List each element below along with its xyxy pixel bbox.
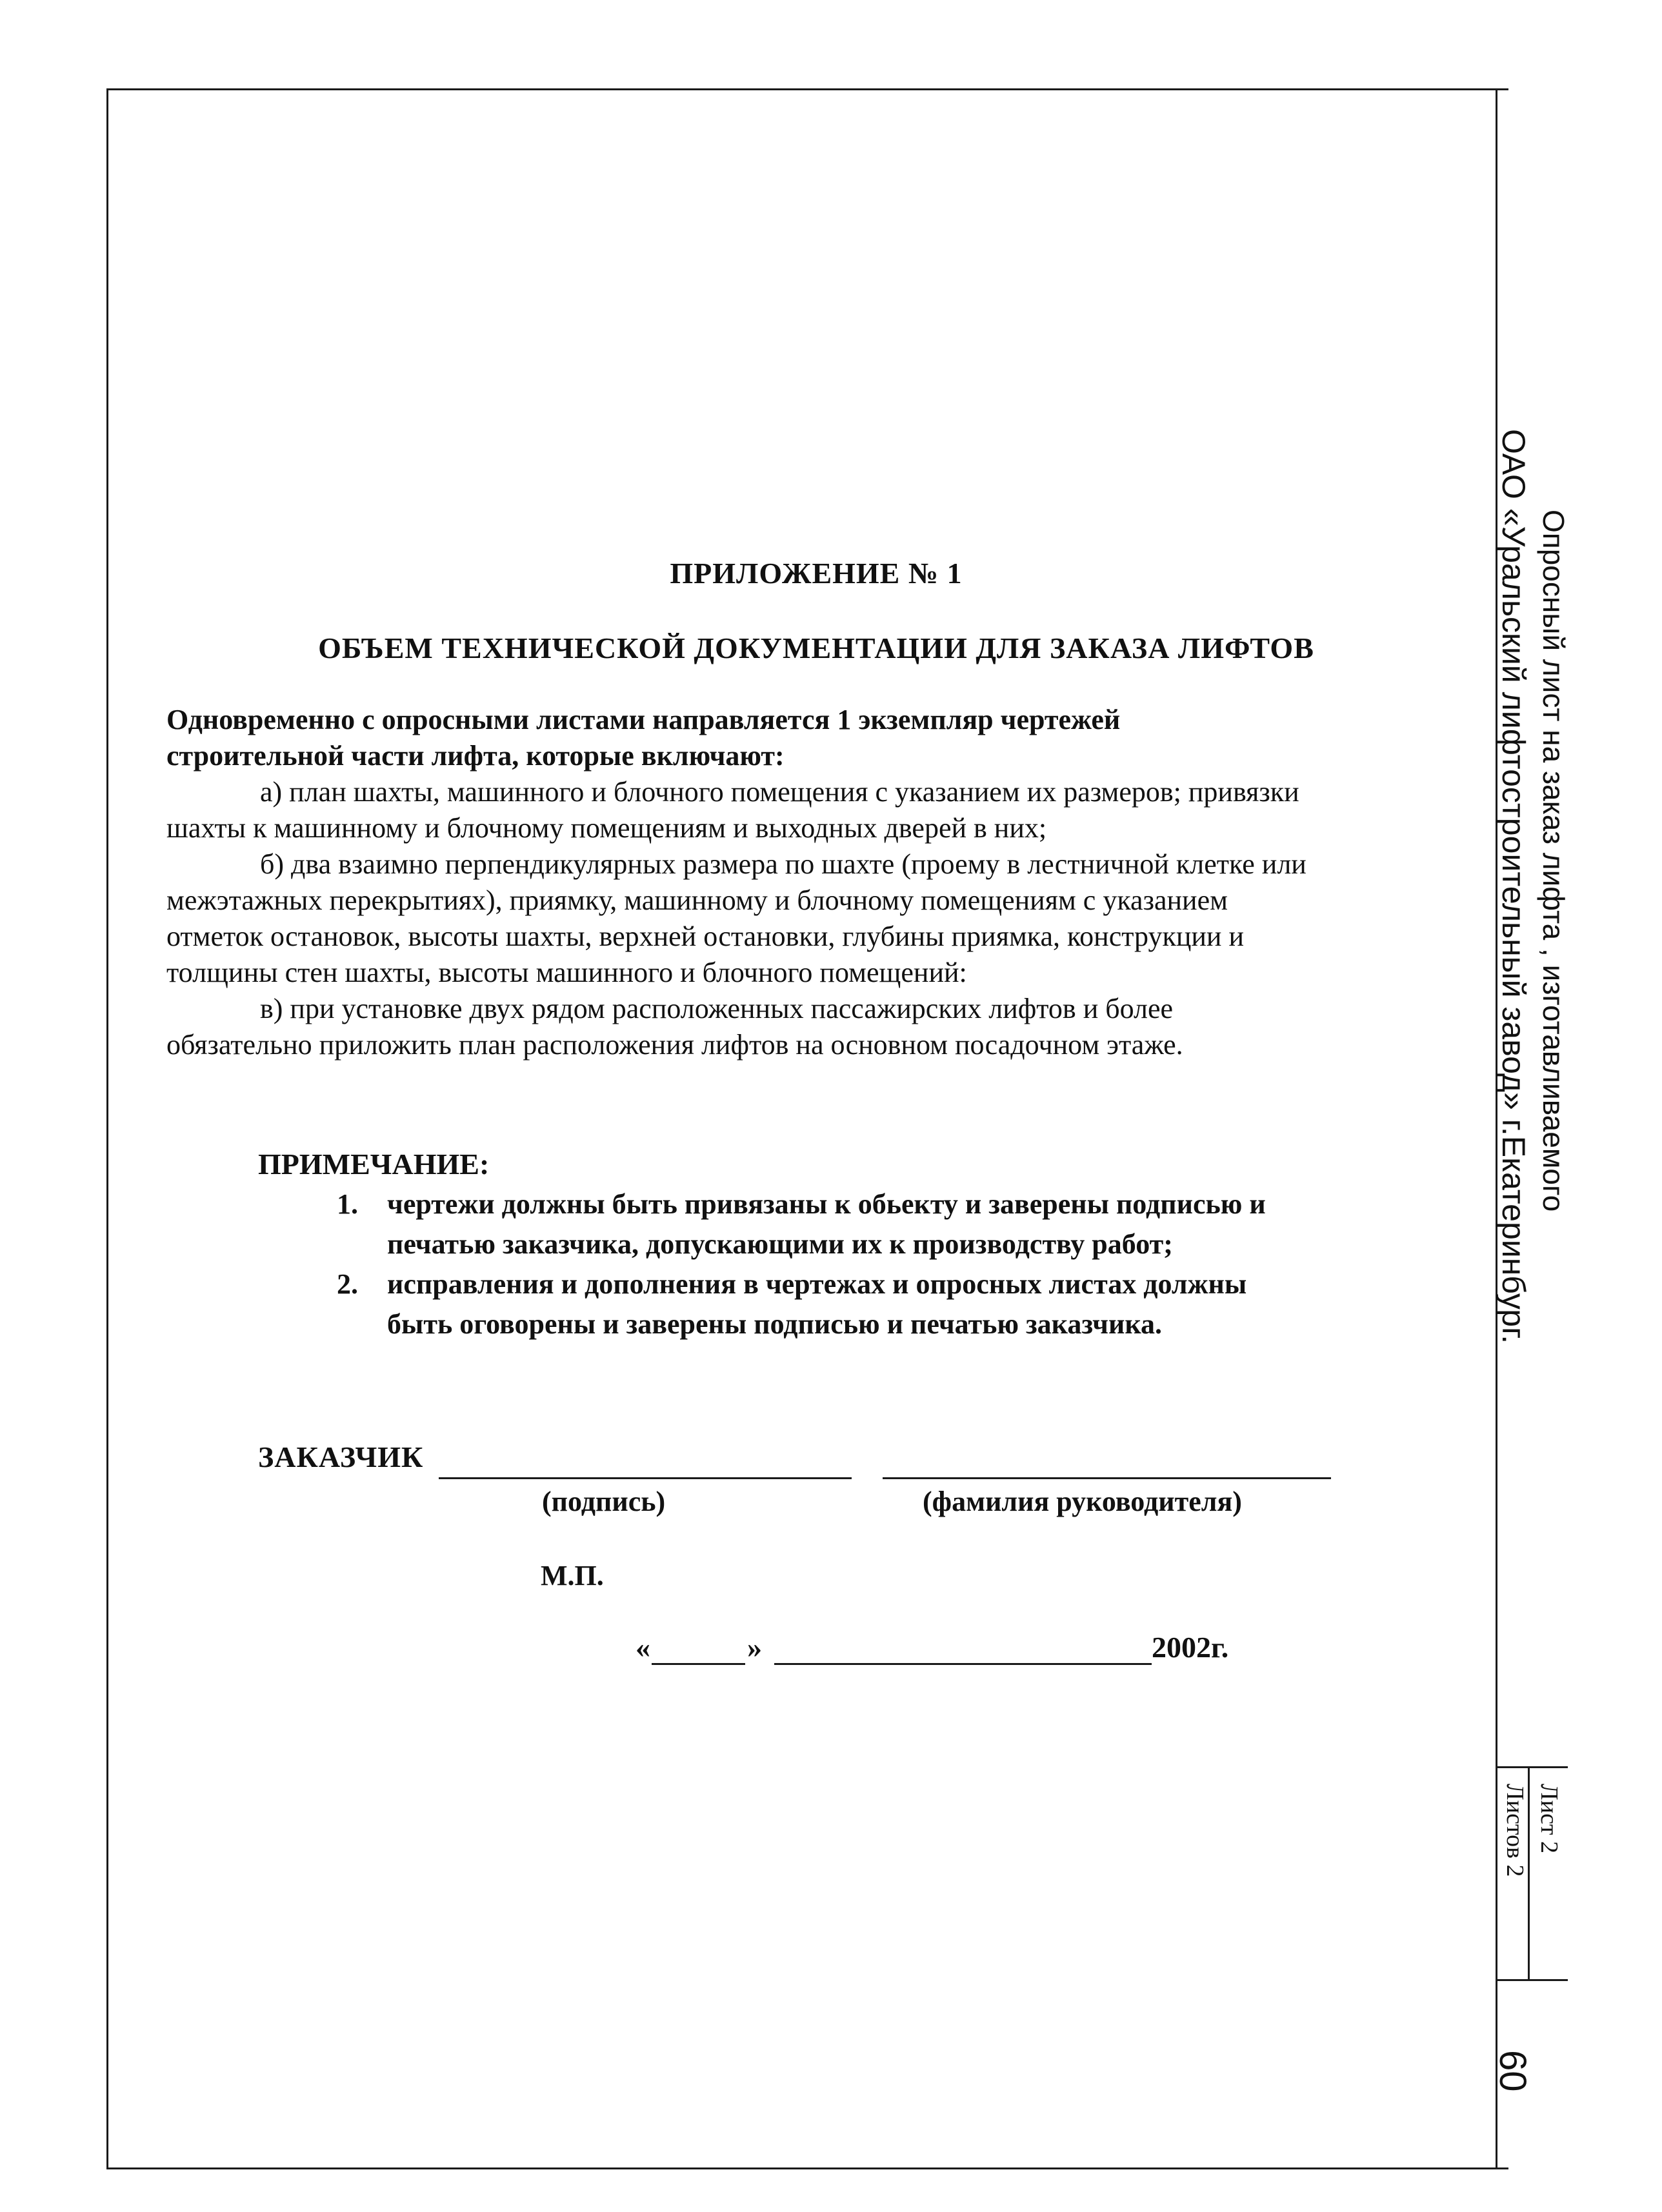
date-year: 2002г. — [1152, 1631, 1229, 1664]
day-line — [652, 1663, 745, 1665]
note-number-1: 1. — [337, 1188, 358, 1220]
note-item-1 — [337, 1184, 1445, 1264]
stamp-place: М.П. — [541, 1560, 604, 1591]
note-item-2-line-2: быть оговорены и заверены подписью и печатью заказчика. — [387, 1308, 1163, 1340]
item-b-line-4: толщины стен шахты, высоты машинного и блочного помещений: — [166, 957, 967, 988]
note-item-2 — [337, 1264, 1445, 1344]
side-block-bottom-line — [1496, 1979, 1568, 1981]
item-c-line-2: обязательно приложить план расположения лифтов на основном посадочном этаже. — [166, 1029, 1183, 1061]
intro-line-1: Одновременно с опросными листами направляется 1 экземпляр чертежей — [166, 704, 1121, 735]
page-number: 60 — [1492, 2050, 1534, 2092]
side-block-top-line — [1496, 1766, 1568, 1768]
note-item-1-line-1: чертежи должны быть привязаны к обьекту и заверены подписью и — [387, 1188, 1266, 1220]
side-title-line-2: ОАО «Уральский лифтостроительный завод» г.Екатеринбург. — [1496, 429, 1532, 1344]
note-item-2-line-1: исправления и дополнения в чертежах и опросных листах должны — [387, 1268, 1247, 1300]
date-open-quote: « — [636, 1631, 650, 1664]
note-heading: ПРИМЕЧАНИЕ: — [258, 1148, 490, 1181]
item-a-line-2: шахты к машинному и блочному помещениям и выходных дверей в них; — [166, 812, 1047, 844]
item-c-line-1: в) при установке двух рядом расположенных пассажирских лифтов и более — [260, 993, 1174, 1024]
item-b-line-3: отметок остановок, высоты шахты, верхней остановки, глубины приямка, конструкции и — [166, 921, 1245, 952]
item-a-line-1: а) план шахты, машинного и блочного помещения с указанием их размеров; привязки — [260, 776, 1299, 808]
document-frame — [106, 88, 1508, 2169]
name-line — [883, 1477, 1331, 1479]
name-caption: (фамилия руководителя) — [923, 1486, 1242, 1517]
document-body — [166, 702, 1457, 1063]
sheet-number: Лист 2 — [1536, 1784, 1563, 1854]
note-number-2: 2. — [337, 1268, 358, 1300]
item-b-line-2: межэтажных перекрытиях), приямку, машинному и блочному помещениям с указанием — [166, 884, 1228, 916]
signature-caption: (подпись) — [542, 1486, 666, 1517]
item-b-line-1: б) два взаимно перпендикулярных размера по шахте (проему в лестничной клетке или — [260, 848, 1307, 880]
sheets-total: Листов 2 — [1501, 1784, 1528, 1877]
signature-line — [439, 1477, 852, 1479]
document-title: ОБЪЕМ ТЕХНИЧЕСКОЙ ДОКУМЕНТАЦИИ ДЛЯ ЗАКАЗА ЛИФТОВ — [318, 632, 1314, 664]
intro-line-2: строительной части лифта, которые включают: — [166, 740, 785, 772]
customer-label: ЗАКАЗЧИК — [258, 1440, 424, 1473]
date-close-quote: » — [747, 1631, 762, 1664]
month-line — [774, 1663, 1152, 1665]
side-title-line-1: Опросный лист на заказ лифта , изготавливаемого — [1537, 510, 1570, 1212]
note-item-1-line-2: печатью заказчика, допускающими их к производству работ; — [387, 1228, 1173, 1260]
appendix-heading: ПРИЛОЖЕНИЕ № 1 — [670, 557, 963, 590]
